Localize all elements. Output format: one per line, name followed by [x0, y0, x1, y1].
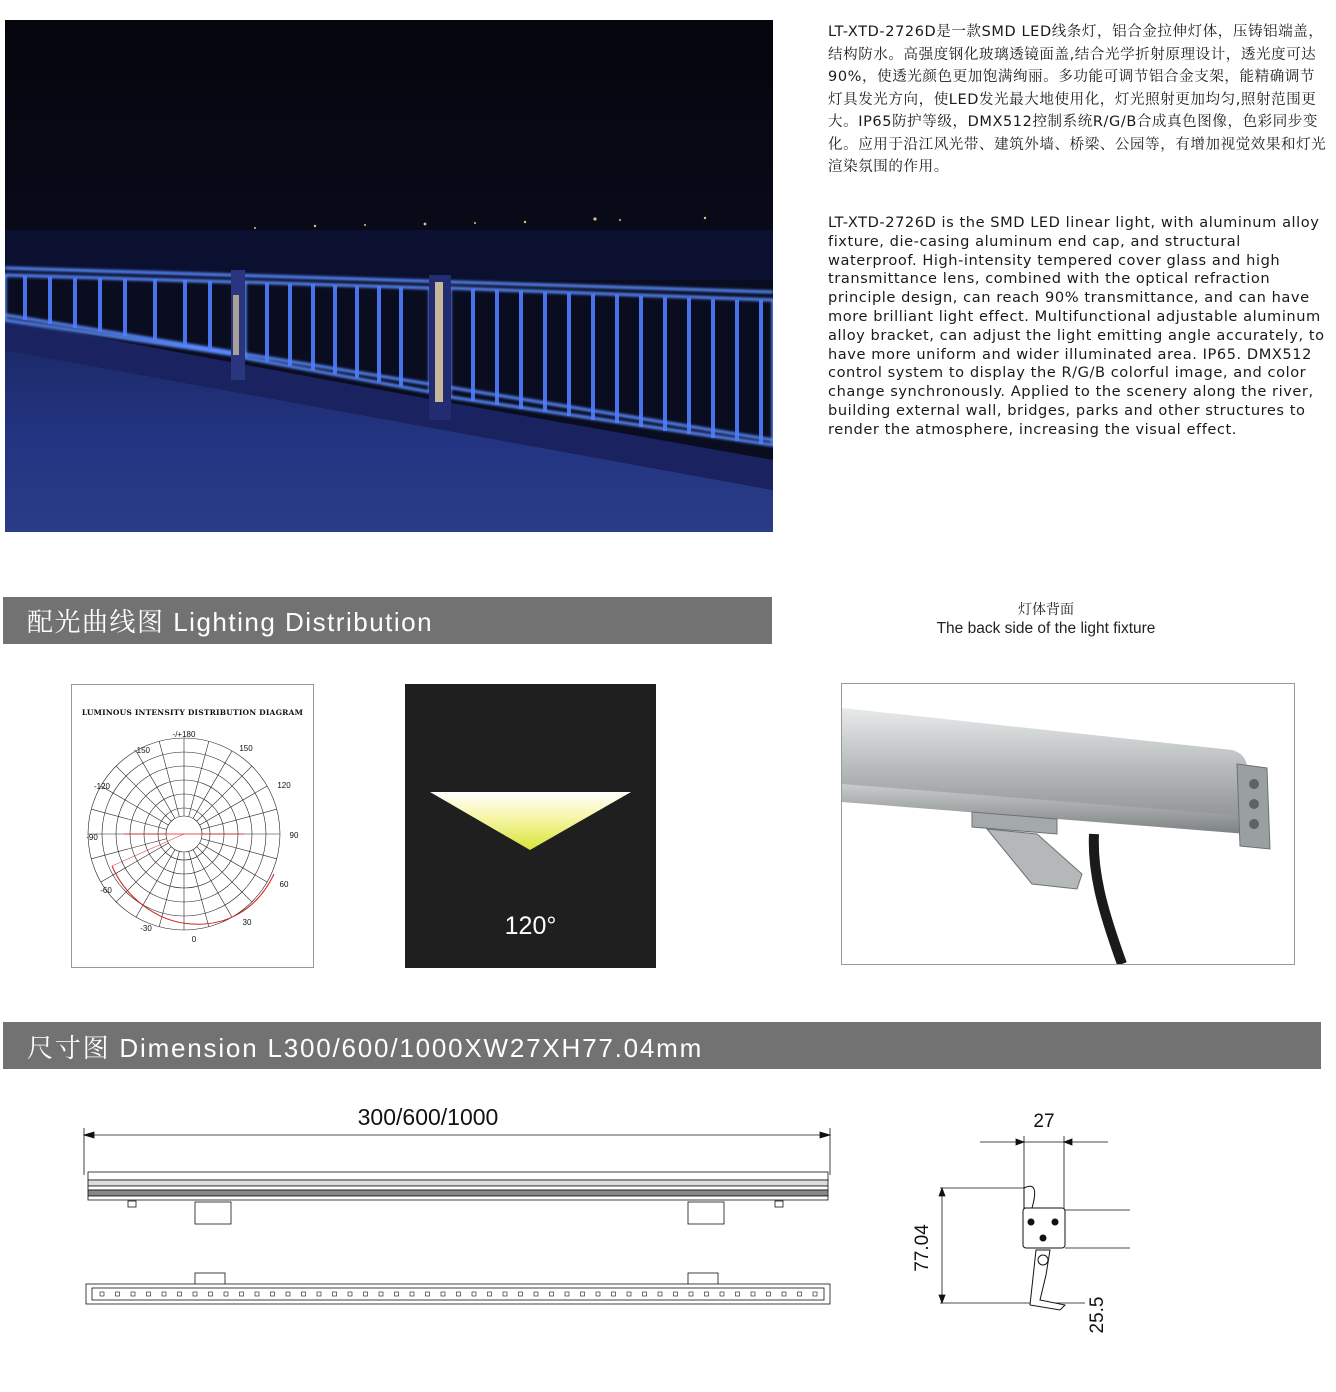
polar-diagram-title: LUMINOUS INTENSITY DISTRIBUTION DIAGRAM: [81, 708, 304, 717]
beam-angle-label: 120°: [504, 912, 557, 940]
polar-label-neg60: -60: [100, 886, 112, 895]
dimension-drawing-front: [70, 1095, 850, 1320]
polar-label-150: 150: [239, 744, 253, 753]
polar-label-neg120: -120: [93, 782, 111, 791]
beam-cone-shape: [430, 792, 631, 850]
luminous-intensity-diagram: [71, 684, 314, 968]
polar-label-180: -/+180: [172, 730, 196, 739]
polar-label-neg150: -150: [133, 746, 151, 755]
section-header-dimension: 尺寸图 Dimension L300/600/1000XW27XH77.04mm: [3, 1022, 1321, 1069]
height-dimension-label: 77.04: [912, 1224, 933, 1272]
polar-label-0: 0: [191, 935, 197, 944]
description-english: LT-XTD-2726D is the SMD LED linear light, with aluminum alloy fixture, die-casing aluminum end cap, and structural waterproof. High-intensity tempered cover glass and high transmittance lens, combined with the optical refraction principle design, can reach 90% transmittance, and can have more brilliant light effect. Multifunctional adjustable aluminum alloy bracket, can adjust the light emitting angle accurately, to have more uniform and wider illuminated area. IP65. DMX512 control system to display the R/G/B colorful image, and color change synchronously. Applied to the scenery along the river, building external wall, bridges, parks and other structures to render the atmosphere, increasing the visual effect.: [828, 214, 1325, 438]
bracket-dimension-label: 25.5: [1087, 1296, 1108, 1334]
polar-label-120: 120: [277, 781, 291, 790]
railing-night-photo: [5, 20, 773, 532]
polar-label-30: 30: [242, 918, 252, 927]
dimension-drawing-side: [890, 1100, 1130, 1350]
back-side-caption-chinese: 灯体背面: [1018, 602, 1074, 618]
description-chinese: LT-XTD-2726D是一款SMD LED线条灯，铝合金拉伸灯体，压铸铝端盖，结构防水。高强度钢化玻璃透镜面盖,结合光学折射原理设计，透光度可达90%，使透光颜色更加饱满绚丽。多功能可调节铝合金支架，能精确调节灯具发光方向，使LED发光最大地使用化，灯光照射更加均匀,照射范围更大。IP65防护等级，DMX512控制系统R/G/B合成真色图像，色彩同步变化。应用于沿江风光带、建筑外墙、桥梁、公园等，有增加视觉效果和灯光渲染氛围的作用。: [828, 24, 1327, 175]
section-header-lighting-distribution: 配光曲线图 Lighting Distribution: [3, 597, 772, 644]
polar-label-60: 60: [279, 880, 289, 889]
length-dimension-label: 300/600/1000: [357, 1104, 499, 1130]
polar-label-neg30: -30: [140, 924, 152, 933]
beam-angle-illustration: [405, 684, 656, 968]
polar-label-90: 90: [289, 831, 299, 840]
back-side-caption-english: The back side of the light fixture: [936, 620, 1156, 637]
width-dimension-label: 27: [1033, 1111, 1055, 1132]
fixture-back-side-photo: [841, 683, 1295, 965]
polar-label-neg90: -90: [86, 833, 98, 842]
